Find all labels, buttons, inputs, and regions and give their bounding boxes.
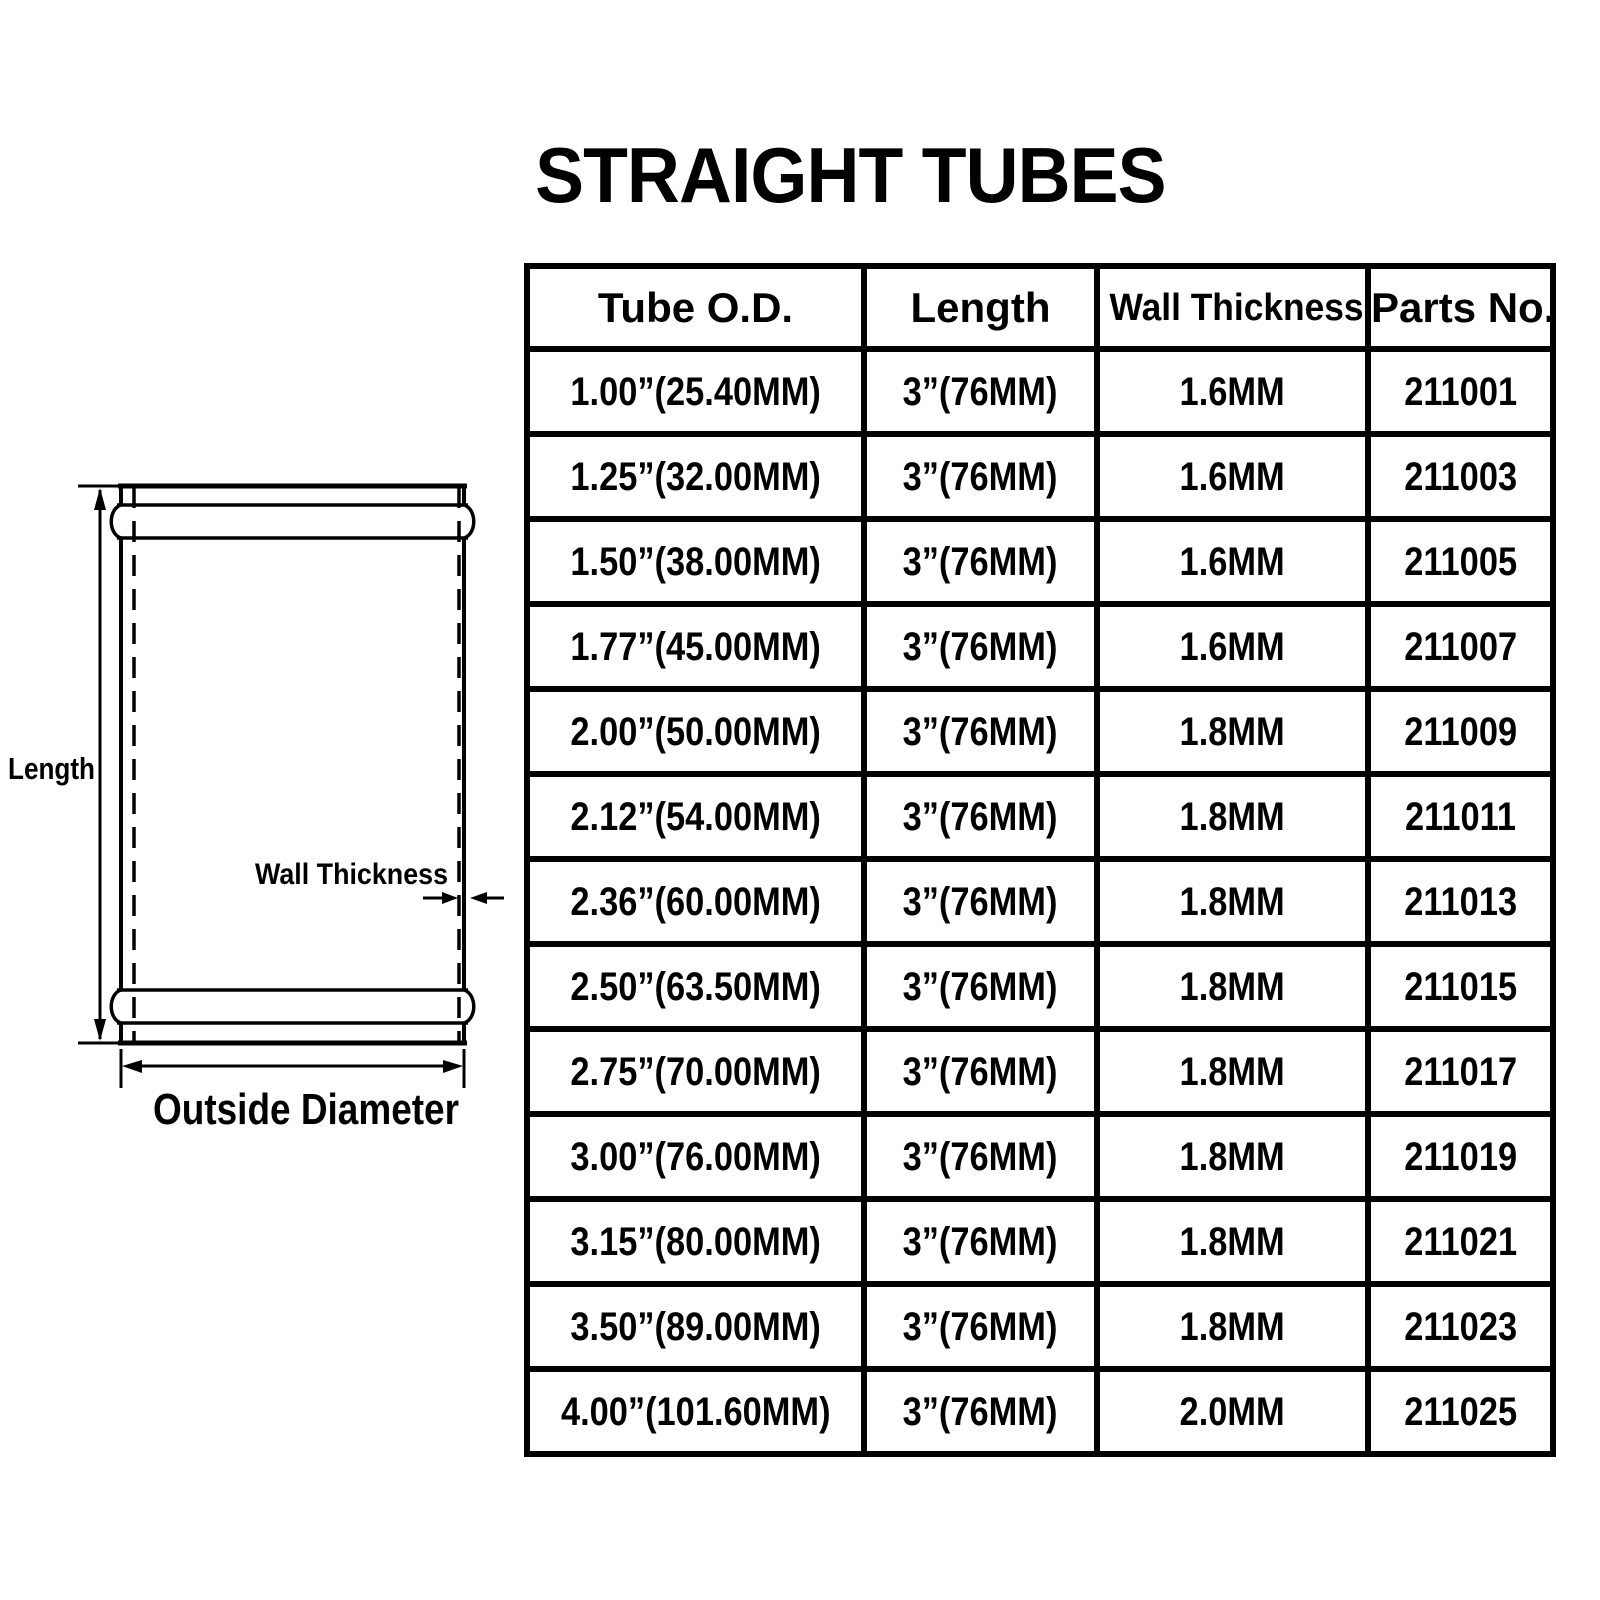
cell-wall-thickness: 1.8MM bbox=[1097, 774, 1368, 859]
cell-tube-od: 4.00”(101.60MM) bbox=[527, 1369, 864, 1454]
arrow-left-icon bbox=[122, 1060, 142, 1073]
col-header-parts-no: Parts No. bbox=[1368, 266, 1553, 349]
cell-parts-no: 211021 bbox=[1368, 1199, 1553, 1284]
table-row bbox=[527, 859, 1553, 944]
cell-length: 3”(76MM) bbox=[864, 434, 1097, 519]
cell-tube-od: 1.25”(32.00MM) bbox=[527, 434, 864, 519]
arrow-left-icon bbox=[470, 892, 487, 904]
table-row bbox=[527, 689, 1553, 774]
table-row bbox=[527, 349, 1553, 434]
cell-parts-no: 211013 bbox=[1368, 859, 1553, 944]
cell-parts-no: 211001 bbox=[1368, 349, 1553, 434]
page-title-row bbox=[0, 131, 1600, 219]
table-row bbox=[527, 604, 1553, 689]
cell-tube-od: 3.15”(80.00MM) bbox=[527, 1199, 864, 1284]
cell-length: 3”(76MM) bbox=[864, 1199, 1097, 1284]
cell-wall-thickness: 1.8MM bbox=[1097, 1284, 1368, 1369]
cell-tube-od: 1.50”(38.00MM) bbox=[527, 519, 864, 604]
cell-wall-thickness: 1.8MM bbox=[1097, 689, 1368, 774]
tube-outline bbox=[111, 486, 474, 1043]
cell-parts-no: 211007 bbox=[1368, 604, 1553, 689]
page-title: STRAIGHT TUBES bbox=[534, 131, 1166, 219]
col-header-tube-od: Tube O.D. bbox=[527, 266, 864, 349]
wall-thickness-callout bbox=[255, 858, 504, 904]
length-dimension bbox=[8, 486, 118, 1043]
cell-wall-thickness: 1.8MM bbox=[1097, 1029, 1368, 1114]
cell-length: 3”(76MM) bbox=[864, 604, 1097, 689]
cell-tube-od: 2.50”(63.50MM) bbox=[527, 944, 864, 1029]
tube-diagram bbox=[0, 440, 520, 1160]
table-header-row bbox=[527, 266, 1553, 349]
cell-parts-no: 211015 bbox=[1368, 944, 1553, 1029]
cell-length: 3”(76MM) bbox=[864, 1284, 1097, 1369]
outside-diameter-dimension bbox=[121, 1049, 464, 1134]
cell-parts-no: 211019 bbox=[1368, 1114, 1553, 1199]
cell-length: 3”(76MM) bbox=[864, 519, 1097, 604]
table-row bbox=[527, 1284, 1553, 1369]
spec-table bbox=[524, 263, 1556, 1457]
table-row bbox=[527, 774, 1553, 859]
cell-parts-no: 211017 bbox=[1368, 1029, 1553, 1114]
cell-length: 3”(76MM) bbox=[864, 859, 1097, 944]
cell-parts-no: 211005 bbox=[1368, 519, 1553, 604]
cell-tube-od: 3.50”(89.00MM) bbox=[527, 1284, 864, 1369]
cell-length: 3”(76MM) bbox=[864, 689, 1097, 774]
cell-tube-od: 1.00”(25.40MM) bbox=[527, 349, 864, 434]
outside-diameter-label: Outside Diameter bbox=[153, 1085, 459, 1134]
cell-tube-od: 1.77”(45.00MM) bbox=[527, 604, 864, 689]
table-row bbox=[527, 1029, 1553, 1114]
length-label: Length bbox=[8, 751, 95, 786]
cell-parts-no: 211009 bbox=[1368, 689, 1553, 774]
cell-tube-od: 3.00”(76.00MM) bbox=[527, 1114, 864, 1199]
table-row bbox=[527, 1369, 1553, 1454]
table-row bbox=[527, 519, 1553, 604]
cell-length: 3”(76MM) bbox=[864, 944, 1097, 1029]
cell-wall-thickness: 1.8MM bbox=[1097, 859, 1368, 944]
cell-length: 3”(76MM) bbox=[864, 349, 1097, 434]
cell-tube-od: 2.00”(50.00MM) bbox=[527, 689, 864, 774]
arrow-right-icon bbox=[443, 1060, 463, 1073]
cell-wall-thickness: 1.6MM bbox=[1097, 519, 1368, 604]
cell-wall-thickness: 1.6MM bbox=[1097, 434, 1368, 519]
table-row bbox=[527, 1199, 1553, 1284]
col-header-wall-thickness: Wall Thickness bbox=[1097, 266, 1368, 349]
cell-length: 3”(76MM) bbox=[864, 1029, 1097, 1114]
table-row bbox=[527, 434, 1553, 519]
cell-wall-thickness: 1.8MM bbox=[1097, 944, 1368, 1029]
arrow-up-icon bbox=[94, 488, 106, 510]
arrow-down-icon bbox=[94, 1019, 106, 1041]
cell-tube-od: 2.75”(70.00MM) bbox=[527, 1029, 864, 1114]
wall-thickness-label: Wall Thickness bbox=[255, 858, 448, 891]
cell-wall-thickness: 1.8MM bbox=[1097, 1114, 1368, 1199]
table-row bbox=[527, 1114, 1553, 1199]
cell-parts-no: 211025 bbox=[1368, 1369, 1553, 1454]
cell-wall-thickness: 2.0MM bbox=[1097, 1369, 1368, 1454]
cell-wall-thickness: 1.8MM bbox=[1097, 1199, 1368, 1284]
arrow-right-icon bbox=[442, 892, 458, 904]
cell-parts-no: 211023 bbox=[1368, 1284, 1553, 1369]
cell-parts-no: 211003 bbox=[1368, 434, 1553, 519]
cell-length: 3”(76MM) bbox=[864, 1114, 1097, 1199]
cell-tube-od: 2.36”(60.00MM) bbox=[527, 859, 864, 944]
cell-parts-no: 211011 bbox=[1368, 774, 1553, 859]
cell-wall-thickness: 1.6MM bbox=[1097, 349, 1368, 434]
cell-length: 3”(76MM) bbox=[864, 1369, 1097, 1454]
table-row bbox=[527, 944, 1553, 1029]
cell-length: 3”(76MM) bbox=[864, 774, 1097, 859]
cell-tube-od: 2.12”(54.00MM) bbox=[527, 774, 864, 859]
tube-inner-wall-dashed bbox=[134, 487, 459, 1042]
cell-wall-thickness: 1.6MM bbox=[1097, 604, 1368, 689]
col-header-length: Length bbox=[864, 266, 1097, 349]
